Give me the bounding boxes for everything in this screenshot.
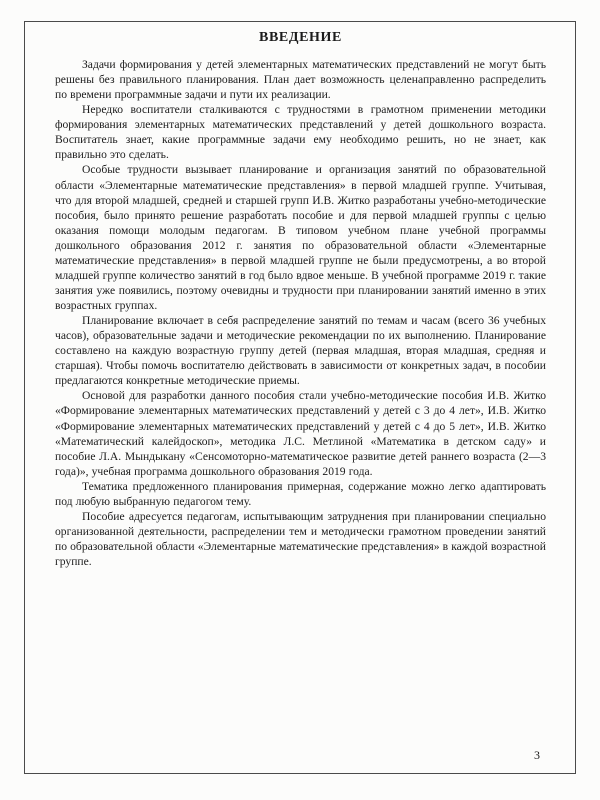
paragraph: Особые трудности вызывает планирование и организация занятий по образовательной области «Элементарные математические представления» в первой младшей группе. Учитывая, что для второй младшей, средней и старшей групп И.В. Житко разработаны учебно-методические пособия, было принято решение разработать пособие и для первой младшей группы с целью оказания помощи молодым педагогам. В типовом учебном плане учебной программы дошкольного образования 2012 г. занятия по образовательной области «Элементарные математические представления» в первой младшей группе не были предусмотрены, а во второй младшей группе количество занятий в год было вдвое меньше. В учебной программе 2019 г. такие занятия уже появились, поэтому очевидны и трудности при планировании занятий именно в этих возрастных группах. bbox=[55, 163, 546, 312]
paragraph: Тематика предложенного планирования примерная, содержание можно легко адаптировать под любую выбранную педагогом тему. bbox=[55, 479, 546, 508]
paragraph: Основой для разработки данного пособия стали учебно-методические пособия И.В. Житко «Формирование элементарных математических представлений у детей с 3 до 4 лет», И.В. Житко «Формирование элементарных математических представлений у детей с 4 до 5 лет», И.В. Житко «Математический калейдоскоп», методика Л.С. Метлиной «Математика в детском саду» и пособие Л.А. Мындыкану «Сенсомоторно-математическое развитие детей раннего возраста (2—3 года)», учебная программа дошкольного образования 2019 года. bbox=[55, 389, 546, 478]
paragraph: Нередко воспитатели сталкиваются с трудностями в грамотном применении методики формирования элементарных математических представлений у детей дошкольного возраста. Воспитатель знает, какие программные задачи ему необходимо решить, но не знает, как правильно это сделать. bbox=[55, 103, 546, 162]
page-content bbox=[55, 30, 546, 569]
paragraph: Пособие адресуется педагогам, испытывающим затруднения при планировании специально организованной деятельности, распределении тем и методически грамотном проведении занятий по образовательной области «Элементарные математические представления» в каждой возрастной группе. bbox=[55, 509, 546, 569]
paragraph: Задачи формирования у детей элементарных математических представлений не могут быть решены без правильного планирования. План дает возможность целенаправленно распределить по времени программные задачи и пути их реализации. bbox=[55, 58, 546, 102]
page-title: ВВЕДЕНИЕ bbox=[259, 30, 342, 45]
paragraph: Планирование включает в себя распределение занятий по темам и часам (всего 36 учебных часов), образовательные задачи и методические рекомендации по их выполнению. Планирование составлено на каждую возрастную группу детей (первая младшая, вторая младшая, средняя и старшая). Чтобы помочь воспитателю действовать в зависимости от конкретных задач, в пособии предлагаются конкретные методические приемы. bbox=[55, 314, 546, 388]
page-number: 3 bbox=[534, 748, 540, 762]
